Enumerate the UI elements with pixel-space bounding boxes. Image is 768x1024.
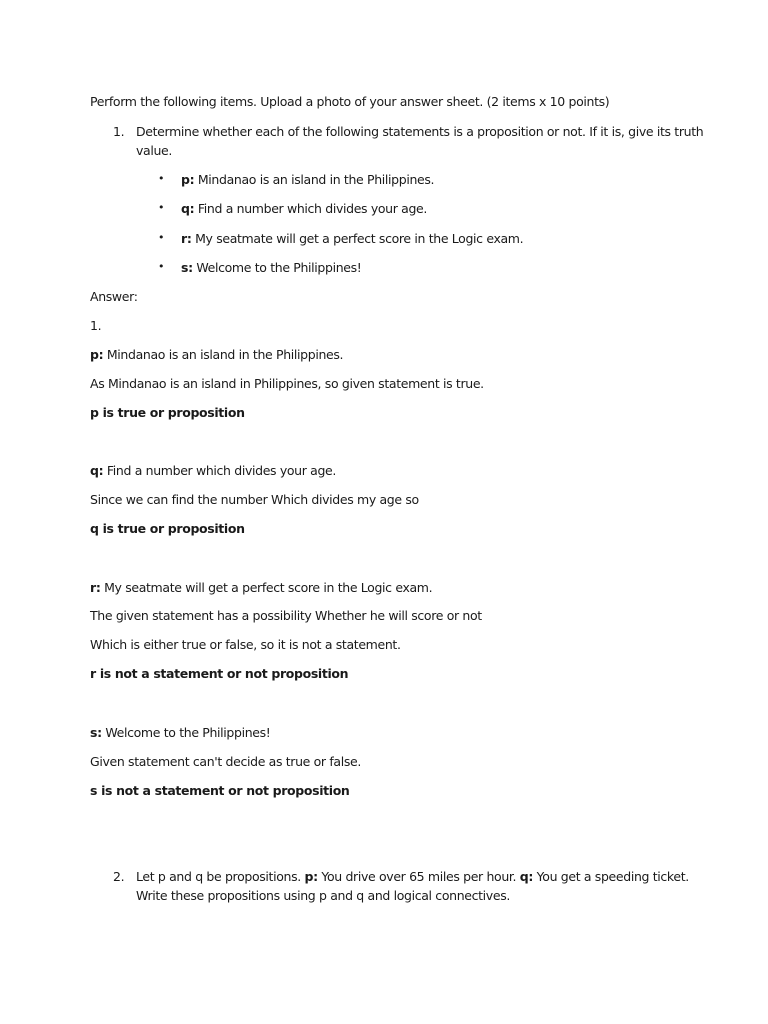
answer-r-conclusion: r is not a statement or not proposition <box>90 666 349 681</box>
answer-s-statement <box>90 725 270 740</box>
answer-heading: Answer: <box>90 289 138 304</box>
answer-q-explanation: Since we can find the number Which divides my age so <box>90 492 419 507</box>
item-2-p-label: p: <box>304 869 318 884</box>
item-1-prompt-line-1: Determine whether each of the following statements is a proposition or not. If it is, give its truth <box>136 124 704 139</box>
bullet-text: Welcome to the Philippines! <box>192 260 362 275</box>
bullet-item-s <box>181 260 361 275</box>
bullet-text: Mindanao is an island in the Philippines. <box>194 172 435 187</box>
answer-q-label: q: <box>90 463 104 478</box>
item-2-q-text: You get a speeding ticket. <box>533 869 689 884</box>
answer-s-text: Welcome to the Philippines! <box>101 725 271 740</box>
answer-r-statement <box>90 580 432 595</box>
item-1-prompt-line-2: value. <box>136 143 173 158</box>
item-2-prompt-line-1 <box>136 869 689 884</box>
bullet-icon: • <box>158 172 165 185</box>
bullet-label: p: <box>181 172 195 187</box>
answer-q-text: Find a number which divides your age. <box>103 463 337 478</box>
answer-number: 1. <box>90 318 102 333</box>
answer-r-label: r: <box>90 580 101 595</box>
bullet-label: r: <box>181 231 192 246</box>
item-2-q-label: q: <box>519 869 534 884</box>
bullet-icon: • <box>158 201 165 214</box>
bullet-text: My seatmate will get a perfect score in the Logic exam. <box>191 231 524 246</box>
bullet-icon: • <box>158 231 165 244</box>
bullet-label: q: <box>181 201 195 216</box>
answer-q-statement <box>90 463 336 478</box>
answer-r-text: My seatmate will get a perfect score in the Logic exam. <box>100 580 433 595</box>
bullet-label: s: <box>181 260 193 275</box>
answer-p-text: Mindanao is an island in the Philippines. <box>103 347 344 362</box>
bullet-item-r <box>181 231 523 246</box>
bullet-icon: • <box>158 260 165 273</box>
answer-p-explanation: As Mindanao is an island in Philippines, so given statement is true. <box>90 376 484 391</box>
item-2-number: 2. <box>113 869 125 884</box>
answer-r-explanation-1: The given statement has a possibility Whether he will score or not <box>90 608 482 623</box>
instructions-text: Perform the following items. Upload a photo of your answer sheet. (2 items x 10 points) <box>90 94 610 109</box>
answer-p-conclusion: p is true or proposition <box>90 405 245 420</box>
answer-s-conclusion: s is not a statement or not proposition <box>90 783 350 798</box>
bullet-item-p <box>181 172 434 187</box>
answer-s-label: s: <box>90 725 102 740</box>
answer-q-conclusion: q is true or proposition <box>90 521 245 536</box>
item-2-prompt-line-2: Write these propositions using p and q and logical connectives. <box>136 888 510 903</box>
bullet-item-q <box>181 201 427 216</box>
answer-p-label: p: <box>90 347 104 362</box>
answer-r-explanation-2: Which is either true or false, so it is not a statement. <box>90 637 401 652</box>
bullet-text: Find a number which divides your age. <box>194 201 428 216</box>
item-2-p-text: You drive over 65 miles per hour. <box>317 869 520 884</box>
item-1-number: 1. <box>113 124 125 139</box>
answer-p-statement <box>90 347 343 362</box>
item-2-intro-text: Let p and q be propositions. <box>136 869 305 884</box>
answer-s-explanation: Given statement can't decide as true or false. <box>90 754 361 769</box>
